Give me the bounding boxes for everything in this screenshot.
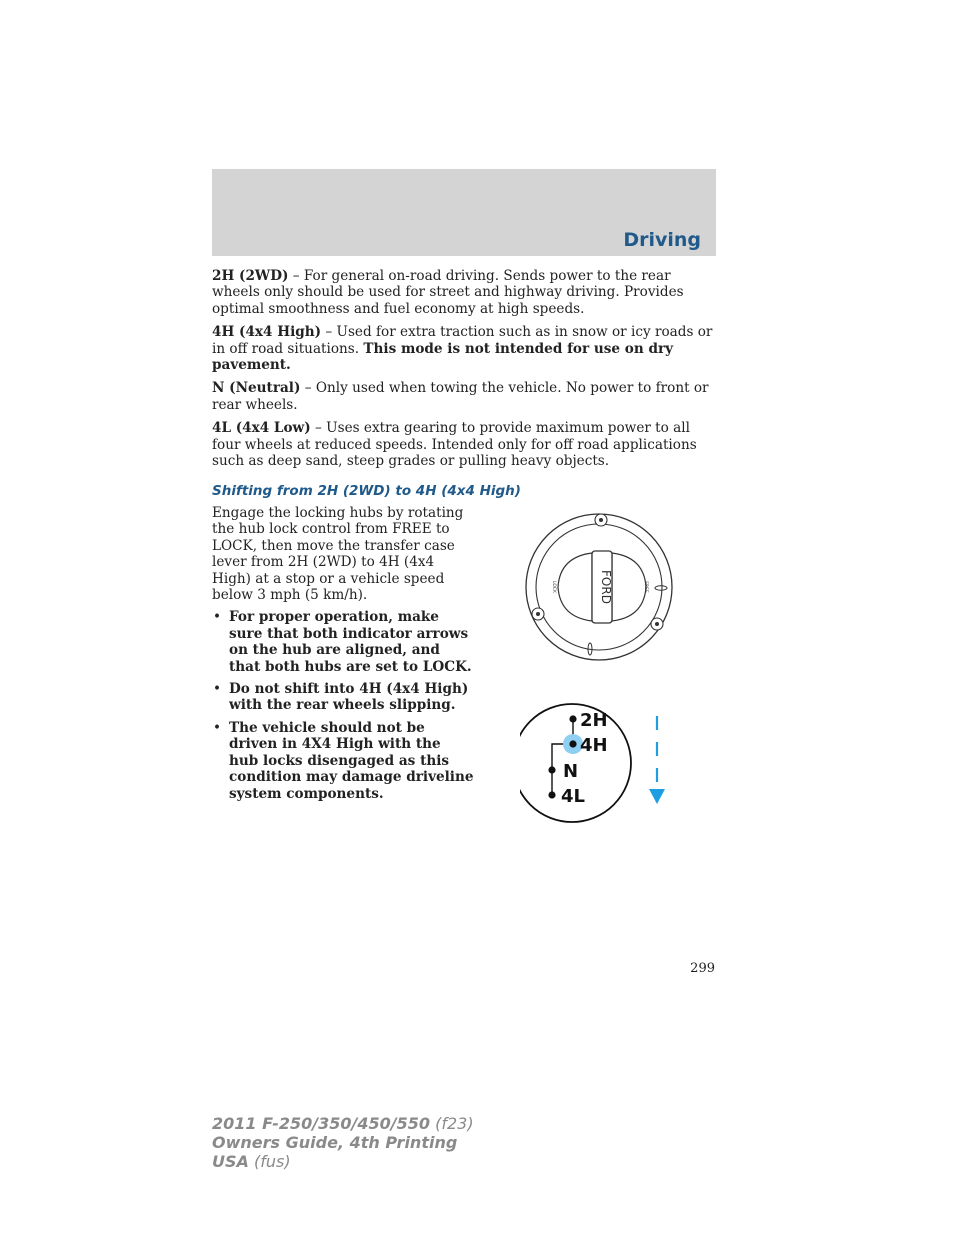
position-label: 4L xyxy=(561,786,585,807)
list-item xyxy=(212,609,474,675)
footer-model: 2011 F-250/350/450/550 xyxy=(212,1114,430,1133)
footer-line xyxy=(212,1133,474,1152)
header-band xyxy=(212,169,716,256)
bullet-text: Do not shift into 4H (4x4 High) with the rear wheels slipping. xyxy=(229,681,469,714)
mode-label: 4L (4x4 Low) xyxy=(212,420,311,437)
position-dot xyxy=(548,766,555,773)
bullet-glyph: • xyxy=(213,609,222,626)
list-item xyxy=(212,681,474,714)
subsection-heading: Shifting from 2H (2WD) to 4H (4x4 High) xyxy=(212,483,521,499)
hub-bolt-center xyxy=(655,622,659,626)
hub-lock-label: LOCK xyxy=(551,581,556,593)
mode-text: – Used for extra traction such as in snow or icy roads or in off road situations. xyxy=(212,324,713,357)
mode-label: 2H (2WD) xyxy=(212,268,289,284)
bullet-glyph: • xyxy=(213,681,222,698)
hub-bolt-center xyxy=(536,612,540,616)
mode-4l xyxy=(212,420,718,469)
footer-line xyxy=(212,1152,474,1171)
hub-knob-right xyxy=(612,553,646,621)
section-title: Driving xyxy=(623,229,701,251)
mode-neutral xyxy=(212,380,718,413)
list-item xyxy=(212,720,474,802)
footer-market-code: (fus) xyxy=(248,1152,291,1171)
shifting-instructions xyxy=(212,505,474,808)
footer-guide: Owners Guide, 4th Printing xyxy=(212,1133,458,1152)
position-label: 4H xyxy=(580,735,608,756)
hub-lock-illustration xyxy=(522,511,676,663)
hub-knob-left xyxy=(558,553,592,621)
hub-free-label: FREE xyxy=(643,581,648,593)
footer-market: USA xyxy=(212,1152,249,1171)
bullet-text: For proper operation, make sure that both indicator arrows on the hub are aligned, and that both hubs are set to LOCK. xyxy=(229,609,472,675)
mode-2h xyxy=(212,268,718,317)
mode-text: – For general on-road driving. Sends power to the rear wheels only should be used for street and highway driving. Provides optimal smoothness and fuel economy at high speeds. xyxy=(212,268,684,317)
mode-warning: This mode is not intended for use on dry pavement. xyxy=(212,340,674,374)
position-label: N xyxy=(563,761,579,782)
position-dot xyxy=(569,715,576,722)
page-number: 299 xyxy=(690,961,715,976)
hub-indicator-arrow xyxy=(655,586,667,590)
mode-descriptions xyxy=(212,268,718,476)
position-dot xyxy=(569,740,576,747)
hub-bolt-center xyxy=(599,518,603,522)
warning-list xyxy=(212,609,474,801)
bullet-text: The vehicle should not be driven in 4X4 High with the hub locks disengaged as this condition may damage driveline system components. xyxy=(229,719,474,802)
mode-4h xyxy=(212,324,718,373)
shift-pattern-diagram xyxy=(520,700,680,826)
intro-paragraph: Engage the locking hubs by rotating the hub lock control from FREE to LOCK, then move the transfer case lever from 2H (2WD) to 4H (4x4 High) at a stop or a vehicle speed below 3 mph (5 km/h). xyxy=(212,505,464,604)
bullet-glyph: • xyxy=(213,719,222,736)
position-label: 2H xyxy=(580,710,608,731)
mode-text: – Only used when towing the vehicle. No power to front or rear wheels. xyxy=(212,380,709,413)
position-dot xyxy=(548,791,555,798)
footer-code: (f23) xyxy=(430,1114,474,1133)
footer-line xyxy=(212,1114,474,1133)
footer xyxy=(212,1114,474,1171)
mode-text: – Uses extra gearing to provide maximum power to all four wheels at reduced speeds. Intended only for off road applications such as deep sand, steep grades or pulling heavy objects. xyxy=(212,420,697,470)
mode-label: 4H (4x4 High) xyxy=(212,324,322,341)
shift-path xyxy=(552,719,573,795)
shift-direction-arrowhead xyxy=(649,789,665,804)
mode-label: N (Neutral) xyxy=(212,380,301,397)
hub-brand-text: FORD xyxy=(599,570,613,604)
